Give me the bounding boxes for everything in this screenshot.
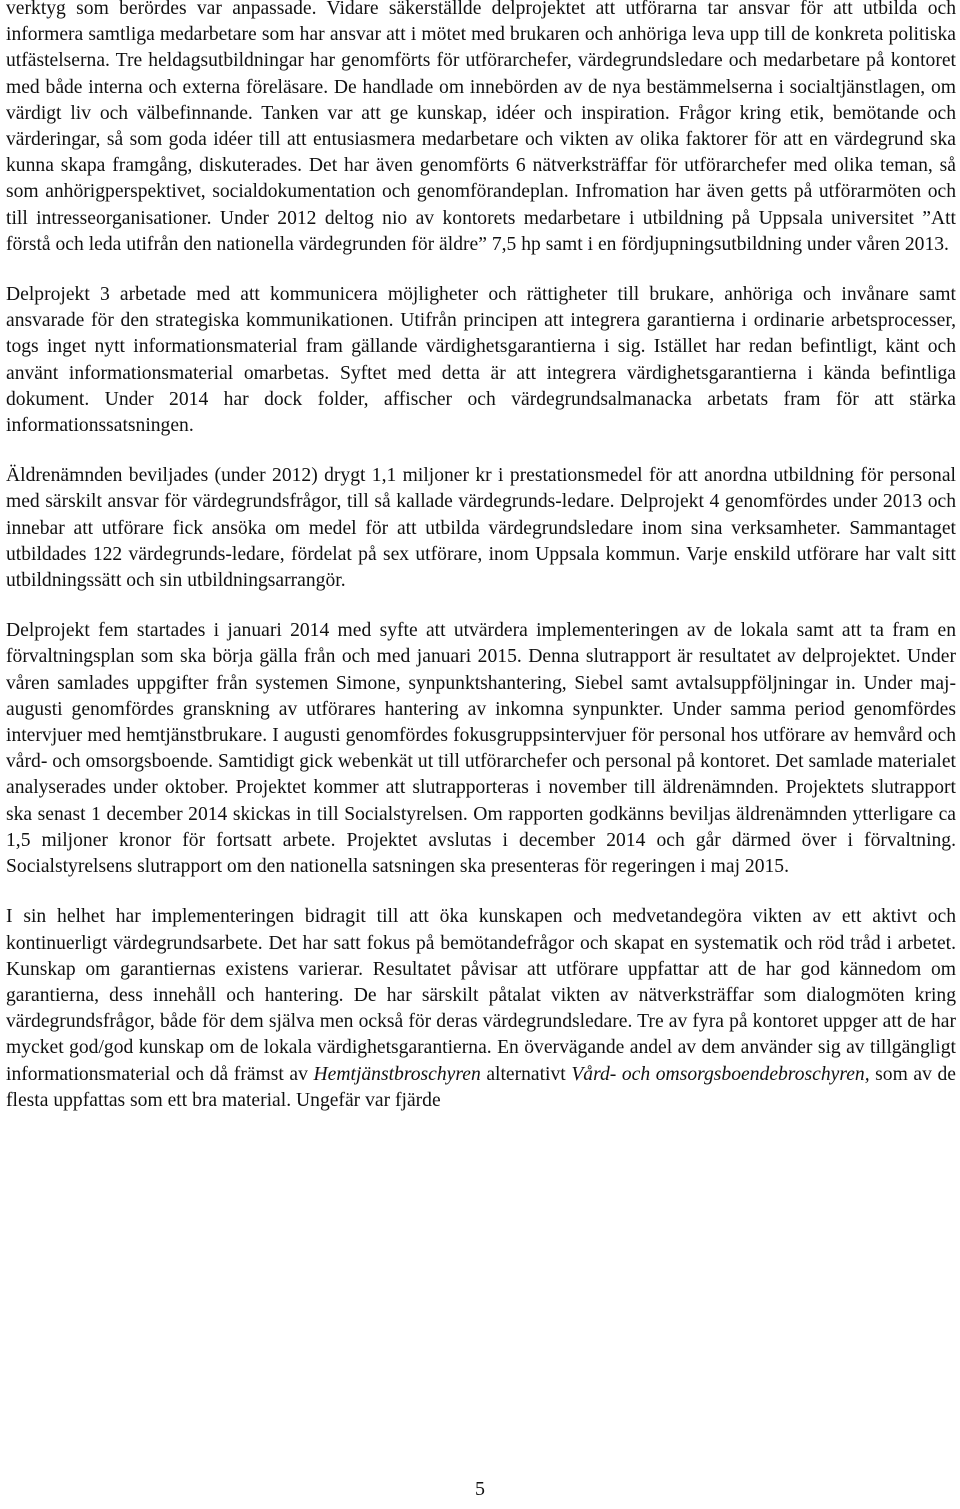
paragraph-evaluation — [6, 618, 956, 880]
paragraph-communication — [6, 282, 956, 439]
document-page — [6, 0, 956, 1114]
brochure-title-nursinghome: Vård- och omsorgsboendebroschyren, — [571, 1063, 870, 1085]
paragraph-gap — [6, 880, 956, 904]
paragraph-text: som av de flesta uppfattas som ett bra material. Ungefär var fjärde — [6, 1063, 956, 1111]
paragraph-summary — [6, 904, 956, 1114]
paragraph-gap — [6, 258, 956, 282]
paragraph-funding — [6, 463, 956, 594]
paragraph-text: verktyg som berördes var anpassade. Vidare säkerställde delprojektet att utförarna tar ansvar för att utbilda och informera samtliga medarbetare som har ansvar att i mötet med brukaren och anhöriga leva upp till de konkreta politiska utfästelserna. Tre heldagsutbildningar har genomförts för utförarchefer, värdegrundsledare och medarbetare på kontoret med både interna och externa föreläsare. De handlade om innebörden av de nya bestämmelserna i socialtjänstlagen, om värdigt liv och välbefinnande. Tanken var att ge kunskap, idéer och inspiration. Frågor kring etik, bemötande och värderingar, så som goda idéer till att entusiasmera medarbetare och vikten av olika faktorer för att en värdegrund ska kunna skapa framgång, diskuterades. Det har även genomförts 6 nätverksträffar för utförarchefer med olika teman, så som anhörigperspektivet, socialdokumentation och genomförandeplan. Infromation har även getts på utförarmöten och till intresseorganisationer. Under 2012 deltog nio av kontorets medarbetare i utbildning på Uppsala universitet ”Att förstå och leda utifrån den nationella värdegrunden för äldre” 7,5 hp samt i en fördjupningsutbildning under våren 2013. — [6, 0, 956, 255]
paragraph-text: Delprojekt fem startades i januari 2014 med syfte att utvärdera implementeringen av de lokala samt att ta fram en förvaltningsplan som ska börja gälla från och med januari 2015. Denna slutrapport är resultatet av delprojektet. Under våren samlades uppgifter från systemen Simone, synpunktshantering, Siebel samt avtalsuppföljningar in. Under maj-augusti genomfördes granskning av utförares hantering av inkomna synpunkter. Under samma period genomfördes intervjuer med hemtjänstbrukare. I augusti genomfördes fokusgruppsintervjuer för personal hos utförare av hemvård och vård- och omsorgsboende. Samtidigt gick webenkät ut till utförarchefer och personal på kontoret. Det samlade materialet analyserades under oktober. Projektet kommer att slutrapporteras i november till äldrenämnden. Projektets slutrapport ska senast 1 december 2014 skickas in till Socialstyrelsen. Om rapporten godkänns beviljas äldrenämnden ytterligare ca 1,5 miljoner kronor för fortsatt arbete. Projektet avslutas i december 2014 och går därmed över i förvaltning. Socialstyrelsens slutrapport om den nationella satsningen ska presenteras för regeringen i maj 2015. — [6, 620, 956, 878]
paragraph-text: alternativt — [480, 1063, 572, 1085]
paragraph-text: Äldrenämnden beviljades (under 2012) drygt 1,1 miljoner kr i prestationsmedel för att anordna utbildning för personal med särskilt ansvar för värdegrundsfrågor, till så kallade värdegrunds-ledare. Delprojekt 4 genomfördes under 2013 och innebar att utförare fick ansöka om medel för att utbilda värdegrundsledare inom sina verksamheter. Sammantaget utbildades 122 värdegrunds-ledare, fördelat på sex utförare, inom Uppsala kommun. Varje enskild utförare har valt sitt utbildningssätt och sin utbildningsarrangör. — [6, 465, 956, 592]
paragraph-gap — [6, 594, 956, 618]
paragraph-text: I sin helhet har implementeringen bidragit till att öka kunskapen och medvetandegöra vikten av ett aktivt och kontinuerligt värdegrundsarbete. Det har satt fokus på bemötandefrågor och skapat en systematik och röd tråd i arbetet. Kunskap om garantiernas existens varierar. Resultatet påvisar att utförare uppfattar att de har god kännedom om garantierna, dess innehåll och hantering. De har särskilt påtalat vikten av nätverksträffar som dialogmöten kring värdegrundsfrågor, både för dem själva men också för deras värdegrundsledare. Tre av fyra på kontoret uppger att de har mycket god/god kunskap om de lokala värdighetsgarantierna. En övervägande andel av dem använder sig av tillgängligt informationsmaterial och då främst av — [6, 906, 956, 1085]
page-number: 5 — [475, 1478, 485, 1500]
paragraph-text: Delprojekt 3 arbetade med att kommunicera möjligheter och rättigheter till brukare, anhöriga och invånare samt ansvarade för den strategiska kommunikationen. Utifrån principen att integrera garantierna i ordinarie arbetsprocesser, togs inget nytt informationsmaterial fram gällande värdighetsgarantierna i sig. Istället har redan befintligt, känt och använt informationsmaterial omarbetas. Syftet med detta är att integrera värdighetsgarantierna i kända befintliga dokument. Under 2014 har dock folder, affischer och värdegrundsalmanacka arbetats fram för att stärka informationssatsningen. — [6, 284, 956, 437]
brochure-title-homecare: Hemtjänstbroschyren — [313, 1063, 481, 1085]
paragraph-gap — [6, 439, 956, 463]
paragraph-training — [6, 0, 956, 258]
